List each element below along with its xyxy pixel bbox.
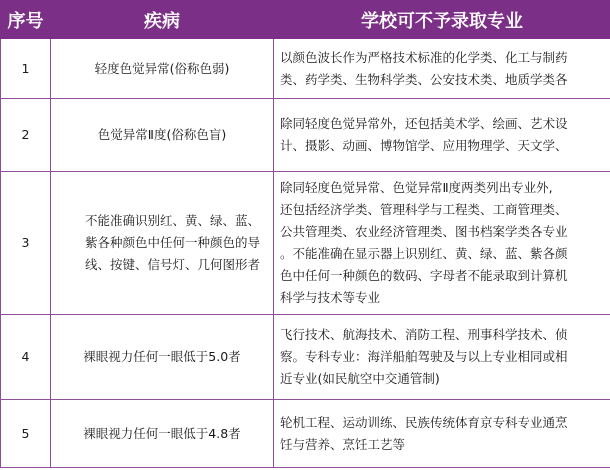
row-disease: 裸眼视力任何一眼低于4.8者 — [51, 400, 274, 468]
row-disease: 色觉异常Ⅱ度(俗称色盲) — [51, 99, 274, 172]
row-majors — [274, 172, 610, 315]
header-majors: 学校可不予录取专业 — [274, 1, 610, 39]
table-row — [1, 400, 610, 468]
row-index: 4 — [1, 315, 51, 400]
header-row — [1, 1, 610, 39]
row-index: 1 — [1, 39, 51, 99]
row-majors — [274, 99, 610, 172]
row-majors-text: 除同轻度色觉异常外，还包括美术学、绘画、艺术设 计、摄影、动画、博物馆学、应用物理学、天文学、 — [280, 116, 568, 153]
row-majors-text: 飞行技术、航海技术、消防工程、刑事科学技术、侦 察。专科专业：海洋船舶驾驶及与以上专业相同或相 近专业(如民航空中交通管制) — [280, 327, 568, 386]
row-majors-text: 以颜色波长作为严格技术标准的化学类、化工与制药 类、药学类、生物科学类、公安技术类、地质学类各 — [280, 49, 568, 87]
row-majors — [274, 400, 610, 468]
header-index: 序号 — [1, 1, 51, 39]
row-index: 2 — [1, 99, 51, 172]
table-row — [1, 39, 610, 99]
row-disease: 裸眼视力任何一眼低于5.0者 — [51, 315, 274, 400]
table-row — [1, 99, 610, 172]
row-majors — [274, 315, 610, 400]
row-majors-text: 轮机工程、运动训练、民族传统体育京专科专业通烹 饪与营养、烹饪工艺等 — [280, 414, 568, 452]
row-disease-text: 不能准确识别红、黄、绿、蓝、 紫各种颜色中任何一种颜色的导 线、按键、信号灯、几何图形者 — [85, 213, 261, 272]
row-disease — [51, 172, 274, 315]
row-disease: 轻度色觉异常(俗称色弱) — [51, 39, 274, 99]
row-index: 3 — [1, 172, 51, 315]
row-index: 5 — [1, 400, 51, 468]
row-majors — [274, 39, 610, 99]
table-row — [1, 172, 610, 315]
table-row — [1, 315, 610, 400]
header-disease: 疾病 — [51, 1, 274, 39]
row-majors-text: 除同轻度色觉异常、色觉异常Ⅱ度两类列出专业外, 还包括经济学类、管理科学与工程类、工商管理类、 公共管理类、农业经济管理类、图书档案学类各专业 。不能准确在显示器上识别红、黄、绿、蓝、紫各颜 色中任何一种颜色的数码、字母者不能录取到计算机 科学与技术等专业 — [280, 180, 568, 305]
